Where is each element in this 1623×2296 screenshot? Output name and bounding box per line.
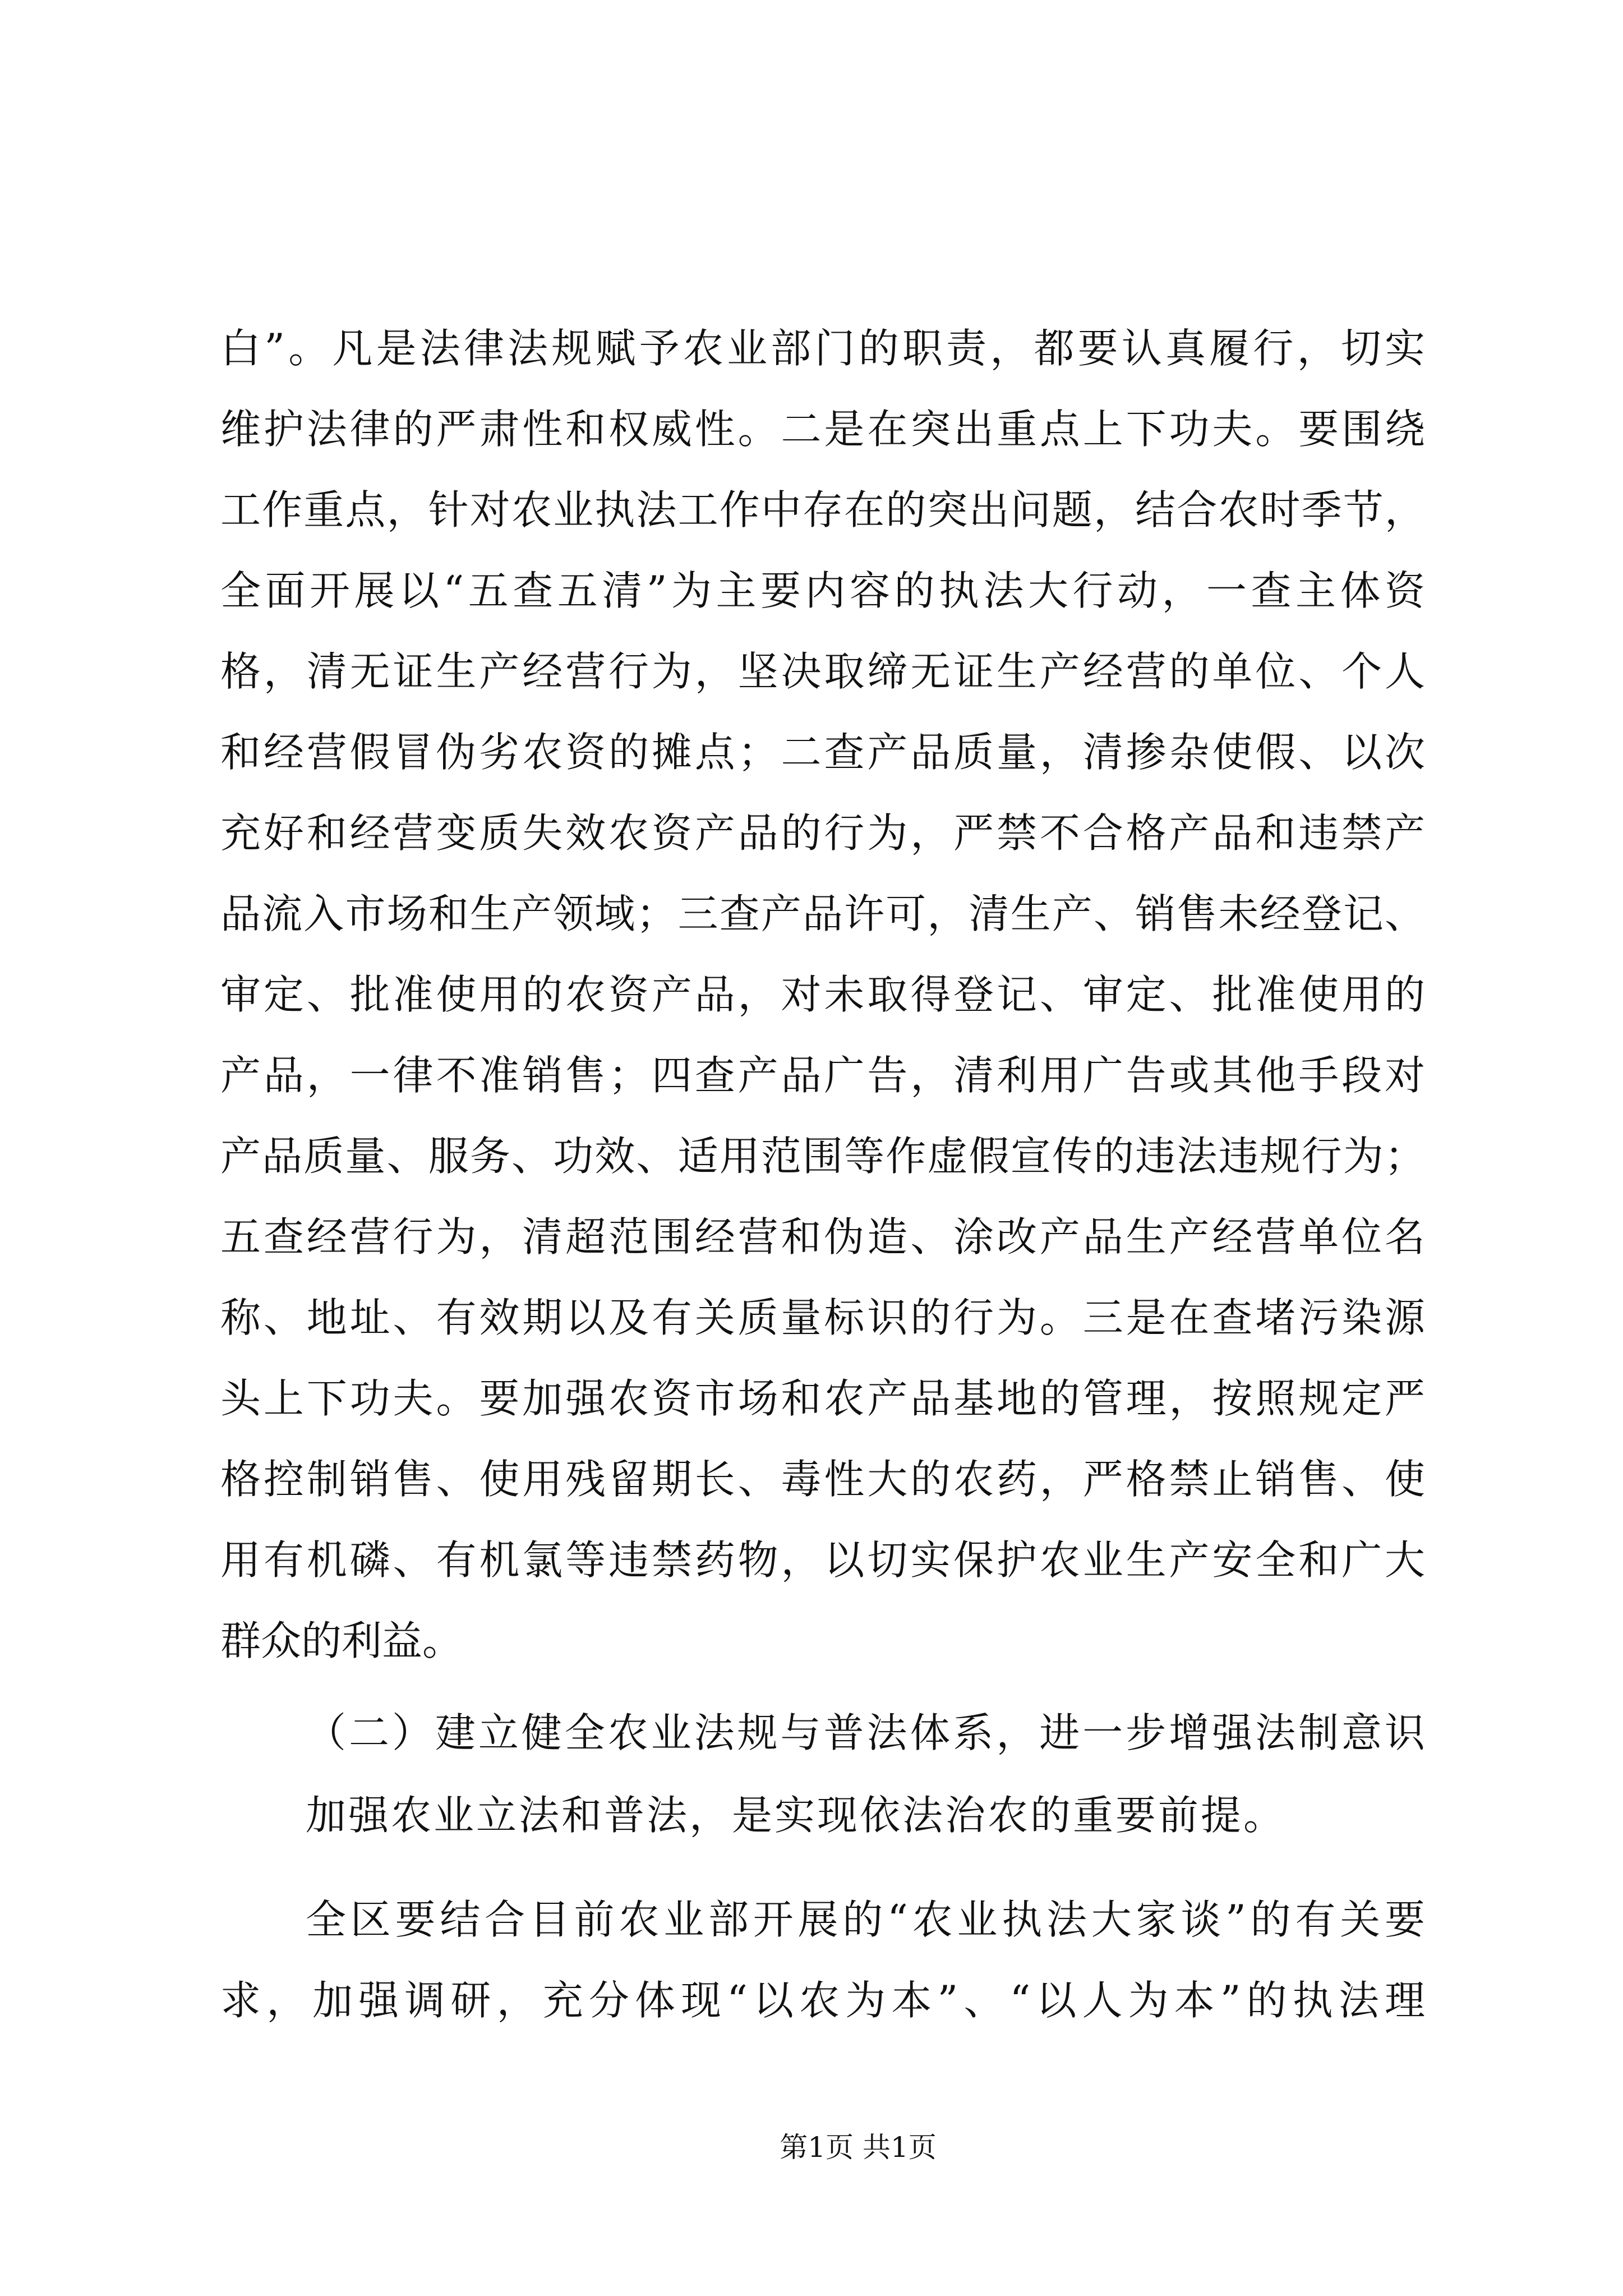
- body-text-line: 产品质量、服务、功效、适用范围等作虚假宣传的违法违规行为；: [220, 1133, 1425, 1180]
- body-text-line: 工作重点，针对农业执法工作中存在的突出问题，结合农时季节，: [220, 486, 1425, 533]
- body-text-line: 维护法律的严肃性和权威性。二是在突出重点上下功夫。要围绕: [220, 406, 1425, 453]
- body-text-line: 用有机磷、有机氯等违禁药物，以切实保护农业生产安全和广大: [220, 1536, 1425, 1584]
- body-text-line: 群众的利益。: [220, 1617, 463, 1664]
- body-text-line: 五查经营行为，清超范围经营和伪造、涂改产品生产经营单位名: [220, 1213, 1425, 1260]
- body-text-line: 求，加强调研，充分体现“以农为本”、“以人为本”的执法理: [220, 1977, 1425, 2024]
- body-text-line: 和经营假冒伪劣农资的摊点；二查产品质量，清掺杂使假、以次: [220, 729, 1425, 776]
- page-number-footer: 第1页 共1页: [780, 2131, 937, 2164]
- body-text-line: 加强农业立法和普法，是实现依法治农的重要前提。: [306, 1792, 1287, 1839]
- body-text-line: 产品，一律不准销售；四查产品广告，清利用广告或其他手段对: [220, 1052, 1425, 1099]
- section-heading: [220, 1692, 1425, 1773]
- body-paragraph: [220, 1775, 1425, 1856]
- body-text-line: 头上下功夫。要加强农资市场和农产品基地的管理，按照规定严: [220, 1375, 1425, 1422]
- body-text-line: 格控制销售、使用残留期长、毒性大的农药，严格禁止销售、使: [220, 1456, 1425, 1503]
- section-heading-text: （二）建立健全农业法规与普法体系，进一步增强法制意识: [306, 1709, 1425, 1756]
- body-text-line: 全区要结合目前农业部开展的“农业执法大家谈”的有关要: [306, 1896, 1425, 1943]
- body-text-line: 白”。凡是法律法规赋予农业部门的职责，都要认真履行，切实: [220, 325, 1425, 372]
- body-paragraph: [220, 308, 1425, 1681]
- body-text-line: 全面开展以“五查五清”为主要内容的执法大行动，一查主体资: [220, 567, 1425, 614]
- body-text-line: 称、地址、有效期以及有关质量标识的行为。三是在查堵污染源: [220, 1294, 1425, 1341]
- body-paragraph: [220, 1879, 1425, 2041]
- body-text-line: 格，清无证生产经营行为，坚决取缔无证生产经营的单位、个人: [220, 648, 1425, 695]
- body-text-line: 充好和经营变质失效农资产品的行为，严禁不合格产品和违禁产: [220, 809, 1425, 857]
- body-text-line: 品流入市场和生产领域；三查产品许可，清生产、销售未经登记、: [220, 890, 1425, 937]
- body-text-line: 审定、批准使用的农资产品，对未取得登记、审定、批准使用的: [220, 971, 1425, 1018]
